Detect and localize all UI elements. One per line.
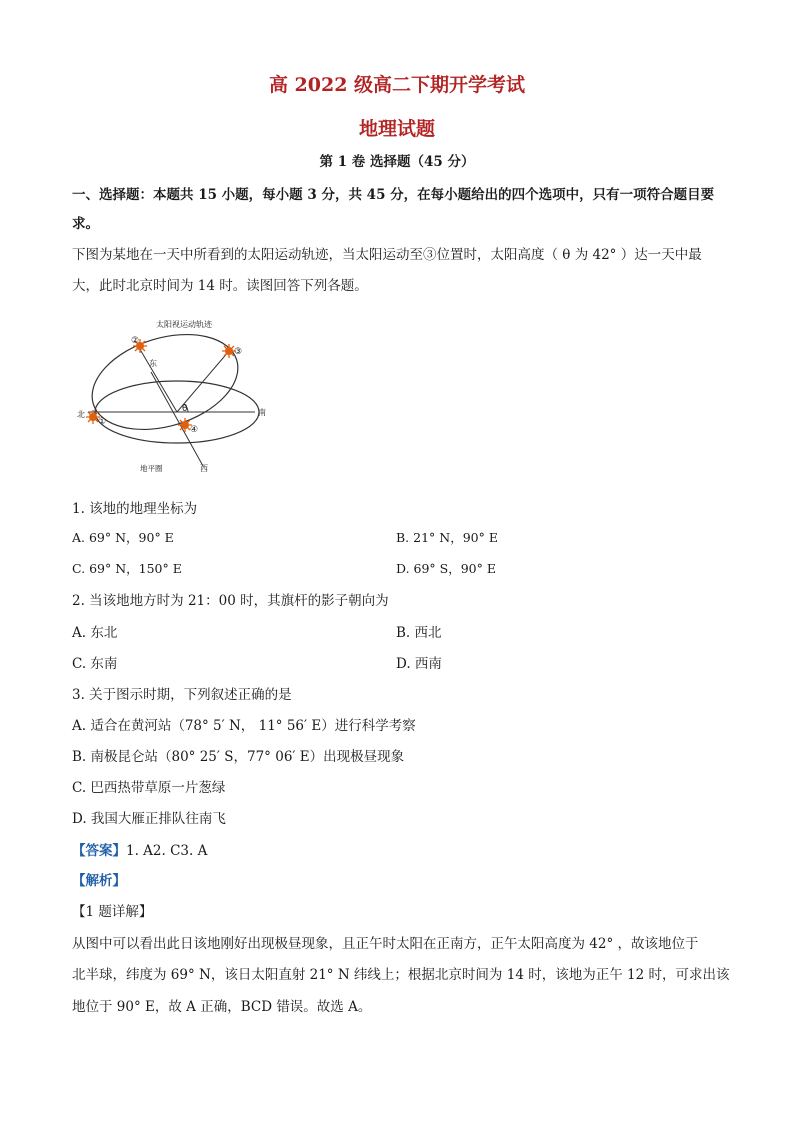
subject-title: 地理试题 xyxy=(358,118,435,140)
analysis-line xyxy=(72,869,732,889)
mark-1: ① xyxy=(98,417,107,427)
label-theta: θ xyxy=(182,404,188,414)
question-1-stem: 1. 该地的地理坐标为 xyxy=(72,501,198,517)
q3-option-c: C. 巴西热带草原一片葱绿 xyxy=(72,780,226,796)
east-west-line xyxy=(151,372,203,466)
question-3-stem: 3. 关于图示时期，下列叙述正确的是 xyxy=(72,687,292,703)
stem-line2: 大，此时北京时间为 14 时。读图回答下列各题。 xyxy=(72,278,368,294)
exam-title: 高 2022 级高二下期开学考试 xyxy=(268,74,526,96)
analysis-text-line1: 从图中可以看出此日该地刚好出现极昼现象，且正午时太阳在正南方，正午太阳高度为 42° ，故该地位于 xyxy=(72,936,699,952)
q2-option-d: D. 西南 xyxy=(396,656,442,672)
q1-option-b: B. 21° N，90° E xyxy=(396,530,498,545)
section-intro-line1: 一、选择题：本题共 15 小题，每小题 3 分，共 45 分，在每小题给出的四个选项中，只有一项符合题目要 xyxy=(72,187,715,203)
sun-path-diagram xyxy=(72,316,282,476)
analysis-subheading: 【1 题详解】 xyxy=(72,904,153,920)
label-south: 南 xyxy=(258,408,266,417)
q1-option-a: A. 69° N，90° E xyxy=(72,530,174,545)
analysis-text-line3: 地位于 90° E，故 A 正确，BCD 错误。故选 A。 xyxy=(72,999,372,1015)
q1-option-c: C. 69° N，150° E xyxy=(72,561,182,576)
section-intro-line2: 求。 xyxy=(72,216,99,232)
q2-option-a: A. 东北 xyxy=(72,625,118,641)
q3-option-d: D. 我国大雁正排队往南飞 xyxy=(72,811,226,827)
stem-line1: 下图为某地在一天中所看到的太阳运动轨迹，当太阳运动至③位置时，太阳高度（ θ 为 42° ）达一天中最 xyxy=(72,247,702,263)
label-north: 北 xyxy=(77,410,85,419)
q2-option-b: B. 西北 xyxy=(396,625,442,641)
question-2-stem: 2. 当该地地方时为 21：00 时，其旗杆的影子朝向为 xyxy=(72,593,389,609)
mark-2: ② xyxy=(131,336,140,346)
analysis-text-line2: 北半球，纬度为 69° N，该日太阳直射 21° N 纬线上；根据北京时间为 14 时，该地为正午 12 时，可求出该 xyxy=(72,967,730,983)
label-east: 东 xyxy=(149,359,157,368)
part-heading: 第 1 卷 选择题（45 分） xyxy=(319,154,475,170)
analysis-tag: 【解析】 xyxy=(72,873,126,889)
q3-option-b: B. 南极昆仑站（80° 25′ S，77° 06′ E）出现极昼现象 xyxy=(72,749,405,765)
q2-option-c: C. 东南 xyxy=(72,656,118,672)
mark-3: ③ xyxy=(234,347,243,357)
q3-option-a: A. 适合在黄河站（78° 5′ N， 11° 56′ E）进行科学考察 xyxy=(72,718,416,734)
mark-4: ④ xyxy=(190,425,199,435)
label-horizon: 地平圈 xyxy=(140,464,163,473)
ray-to-sun-2 xyxy=(138,346,177,412)
answer-text: 1. A2. C3. A xyxy=(126,843,208,859)
q1-option-d: D. 69° S，90° E xyxy=(396,561,496,576)
label-west: 西 xyxy=(200,464,208,473)
answer-tag: 【答案】 xyxy=(72,843,126,859)
label-sun-track: 太阳视运动轨迹 xyxy=(156,320,212,329)
answer-line xyxy=(72,839,732,859)
